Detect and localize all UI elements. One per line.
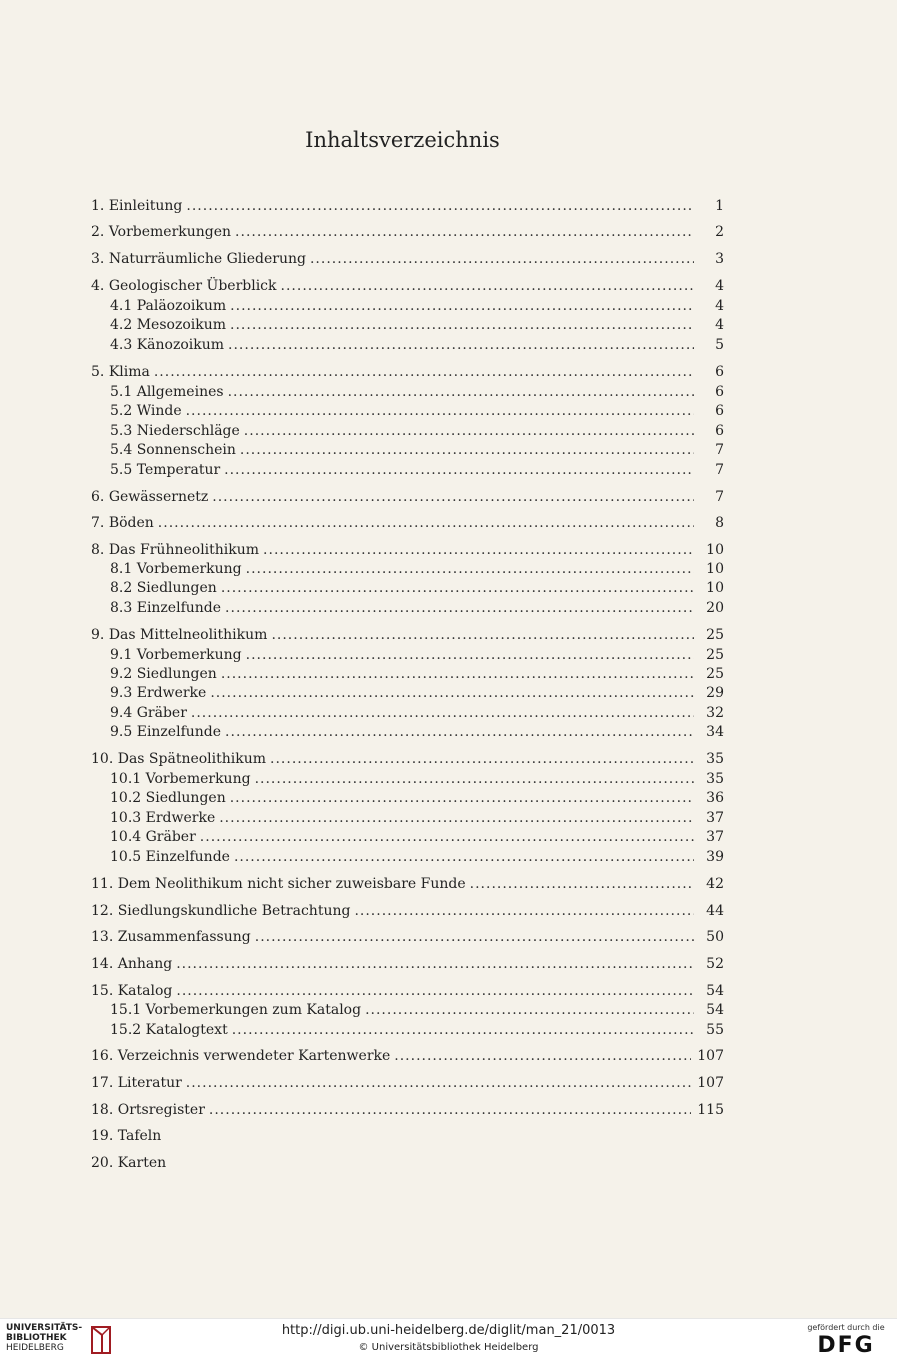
toc-entry — [91, 1153, 724, 1173]
toc-entry-page: 4 — [715, 298, 724, 314]
toc-entry-label — [91, 874, 466, 894]
toc-entry-label — [110, 1000, 361, 1020]
toc-entry-title: Gräber — [136, 705, 187, 721]
toc-entry-page: 107 — [697, 1048, 724, 1064]
toc-entry-label — [91, 954, 172, 974]
toc-entry-label — [91, 222, 231, 242]
toc-entry-page: 20 — [706, 600, 724, 616]
leader-dots — [225, 722, 694, 742]
toc-entry — [110, 703, 724, 723]
toc-entry — [91, 1100, 724, 1120]
toc-entry-title: Paläozoikum — [136, 298, 227, 314]
toc-entry — [91, 540, 724, 560]
toc-entry-number: 12. — [91, 903, 114, 919]
toc-entry-title: Geologischer Überblick — [108, 278, 277, 294]
toc-entry-page: 25 — [706, 627, 724, 643]
leader-dots — [270, 749, 694, 769]
toc-entry-page: 6 — [715, 384, 724, 400]
toc-entry-title: Siedlungen — [145, 790, 226, 806]
toc-entry-page: 115 — [697, 1102, 724, 1118]
leader-dots — [224, 460, 694, 480]
toc-entry — [91, 513, 724, 533]
toc-entry-title: Literatur — [117, 1075, 182, 1091]
toc-entry-number: 10. — [91, 751, 114, 767]
leader-dots — [200, 827, 694, 847]
toc-entry-page: 2 — [715, 224, 724, 240]
leader-dots — [470, 874, 694, 894]
toc-entry-label — [91, 276, 277, 296]
toc-entry-page: 35 — [706, 751, 724, 767]
toc-entry-title: Einzelfunde — [136, 600, 222, 616]
toc-entry-page: 55 — [706, 1022, 724, 1038]
dfg-logo: DFG — [817, 1333, 875, 1358]
toc-entry-number: 9.4 — [110, 705, 133, 721]
toc-entry-label — [110, 559, 242, 579]
toc-entry-label — [110, 1020, 228, 1040]
leader-dots — [230, 315, 694, 335]
toc-entry-title: Känozoikum — [136, 337, 225, 353]
toc-entry-page: 42 — [706, 876, 724, 892]
toc-entry-number: 16. — [91, 1048, 114, 1064]
toc-entry-label — [110, 440, 236, 460]
toc-entry-label — [110, 847, 230, 867]
toc-entry-number: 14. — [91, 956, 114, 972]
toc-entry-title: Winde — [136, 403, 182, 419]
leader-dots — [232, 1020, 694, 1040]
toc-entry-number: 15.2 — [110, 1022, 142, 1038]
leader-dots — [240, 440, 694, 460]
toc-entry-page: 29 — [706, 685, 724, 701]
toc-entry — [110, 847, 724, 867]
toc-entry-number: 5. — [91, 364, 105, 380]
toc-entry-number: 5.2 — [110, 403, 133, 419]
toc-entry-label — [91, 625, 267, 645]
toc-entry — [110, 296, 724, 316]
leader-dots — [225, 598, 694, 618]
leader-dots — [158, 513, 694, 533]
leader-dots — [394, 1046, 691, 1066]
toc-entry-label — [91, 927, 251, 947]
toc-entry-title: Katalogtext — [145, 1022, 228, 1038]
toc-entry-page: 39 — [706, 849, 724, 865]
toc-entry-number: 9.1 — [110, 647, 133, 663]
toc-entry — [91, 625, 724, 645]
toc-entry-title: Siedlungen — [136, 666, 217, 682]
toc-entry-number: 7. — [91, 515, 105, 531]
toc-entry — [110, 335, 724, 355]
toc-entry-title: Das Mittelneolithikum — [108, 627, 268, 643]
toc-entry-page: 54 — [706, 983, 724, 999]
toc-entry-label — [110, 421, 240, 441]
toc-entry — [110, 683, 724, 703]
toc-entry-number: 4.3 — [110, 337, 133, 353]
toc-entry-page: 6 — [715, 364, 724, 380]
toc-entry-page: 4 — [715, 278, 724, 294]
toc-entry-label — [110, 598, 221, 618]
leader-dots — [219, 808, 694, 828]
leader-dots — [176, 981, 694, 1001]
library-name-line: HEIDELBERG — [6, 1343, 64, 1353]
toc-entry-label — [110, 335, 224, 355]
toc-entry — [91, 874, 724, 894]
toc-entry-number: 20. — [91, 1155, 114, 1171]
leader-dots — [365, 1000, 694, 1020]
toc-entry-title: Einzelfunde — [136, 724, 222, 740]
leader-dots — [210, 683, 694, 703]
toc-entry-label — [110, 722, 221, 742]
toc-entry — [91, 1046, 724, 1066]
toc-entry-number: 5.1 — [110, 384, 133, 400]
toc-entry-page: 32 — [706, 705, 724, 721]
toc-entry — [110, 645, 724, 665]
toc-entry — [91, 981, 724, 1001]
toc-entry-label — [110, 315, 226, 335]
toc-entry-page: 52 — [706, 956, 724, 972]
page-title: Inhaltsverzeichnis — [305, 128, 500, 152]
leader-dots — [212, 487, 694, 507]
toc-entry-number: 15. — [91, 983, 114, 999]
toc-entry — [110, 1020, 724, 1040]
toc-entry — [91, 222, 724, 242]
toc-entry-page: 7 — [715, 442, 724, 458]
toc-entry — [110, 808, 724, 828]
toc-entry — [91, 196, 724, 216]
toc-entry-title: Das Spätneolithikum — [117, 751, 267, 767]
toc-entry-page: 36 — [706, 790, 724, 806]
copyright-notice: © Universitätsbibliothek Heidelberg — [358, 1342, 539, 1353]
toc-entry-page: 54 — [706, 1002, 724, 1018]
toc-entry-page: 37 — [706, 829, 724, 845]
toc-entry-label — [91, 513, 154, 533]
toc-entry-page: 25 — [706, 666, 724, 682]
toc-entry-title: Naturräumliche Gliederung — [108, 251, 306, 267]
toc-entry-title: Gräber — [145, 829, 196, 845]
toc-entry-title: Niederschläge — [136, 423, 240, 439]
toc-entry-page: 6 — [715, 423, 724, 439]
toc-entry-title: Gewässernetz — [108, 489, 209, 505]
leader-dots — [263, 540, 694, 560]
toc-entry-number: 8.1 — [110, 561, 133, 577]
leader-dots — [186, 1073, 691, 1093]
viewer-footer — [0, 1318, 897, 1359]
toc-entry — [110, 460, 724, 480]
toc-entry-page: 10 — [706, 580, 724, 596]
leader-dots — [176, 954, 694, 974]
toc-entry-title: Siedlungskundliche Betrachtung — [117, 903, 351, 919]
leader-dots — [271, 625, 694, 645]
toc-entry-page: 35 — [706, 771, 724, 787]
toc-entry-label — [110, 382, 224, 402]
toc-entry-number: 10.2 — [110, 790, 142, 806]
toc-entry-title: Zusammenfassung — [117, 929, 251, 945]
toc-entry — [110, 559, 724, 579]
toc-entry-title: Einleitung — [108, 198, 183, 214]
toc-entry-page: 5 — [715, 337, 724, 353]
toc-entry-number: 11. — [91, 876, 114, 892]
toc-entry-number: 10.4 — [110, 829, 142, 845]
toc-entry-page: 10 — [706, 561, 724, 577]
toc-entry-page: 37 — [706, 810, 724, 826]
toc-entry-page: 44 — [706, 903, 724, 919]
leader-dots — [209, 1100, 691, 1120]
toc-entry-label — [91, 901, 350, 921]
toc-entry-title: Siedlungen — [136, 580, 217, 596]
toc-entry-number: 8.2 — [110, 580, 133, 596]
toc-entry-label — [110, 401, 182, 421]
toc-entry-title: Tafeln — [117, 1128, 162, 1144]
toc-entry-number: 5.3 — [110, 423, 133, 439]
leader-dots — [230, 788, 694, 808]
toc-entry-title: Vorbemerkung — [136, 561, 242, 577]
toc-entry-title: Karten — [117, 1155, 167, 1171]
toc-entry-number: 6. — [91, 489, 105, 505]
toc-entry-label — [110, 460, 220, 480]
toc-entry-label — [91, 487, 208, 507]
toc-entry-number: 5.4 — [110, 442, 133, 458]
leader-dots — [354, 901, 694, 921]
leader-dots — [228, 382, 694, 402]
toc-entry-label — [91, 1126, 161, 1146]
toc-entry-label — [110, 578, 217, 598]
toc-entry-title: Vorbemerkung — [136, 647, 242, 663]
toc-entry-page: 10 — [706, 542, 724, 558]
toc-entry-title: Vorbemerkungen — [108, 224, 232, 240]
toc-entry-number: 13. — [91, 929, 114, 945]
toc-entry-label — [110, 703, 187, 723]
toc-entry-number: 10.3 — [110, 810, 142, 826]
leader-dots — [246, 645, 694, 665]
toc-entry-label — [91, 1073, 182, 1093]
toc-entry-title: Böden — [108, 515, 154, 531]
toc-entry-title: Klima — [108, 364, 150, 380]
toc-entry-label — [110, 664, 217, 684]
leader-dots — [221, 664, 694, 684]
toc-entry-number: 4.2 — [110, 317, 133, 333]
toc-entry-title: Einzelfunde — [145, 849, 230, 865]
toc-entry — [110, 401, 724, 421]
toc-entry — [110, 769, 724, 789]
toc-entry-label — [91, 249, 306, 269]
toc-entry-title: Mesozoikum — [136, 317, 227, 333]
toc-entry-title: Vorbemerkungen zum Katalog — [145, 1002, 362, 1018]
toc-entry-label — [110, 788, 226, 808]
toc-entry — [91, 901, 724, 921]
leader-dots — [186, 401, 694, 421]
toc-entry-page: 34 — [706, 724, 724, 740]
toc-entry-number: 10.5 — [110, 849, 142, 865]
toc-entry-page: 8 — [715, 515, 724, 531]
toc-entry-page: 7 — [715, 462, 724, 478]
toc-entry-label — [91, 540, 259, 560]
toc-entry-page: 50 — [706, 929, 724, 945]
toc-entry-number: 9. — [91, 627, 105, 643]
toc-entry-page: 1 — [715, 198, 724, 214]
toc-entry-title: Dem Neolithikum nicht sicher zuweisbare Funde — [117, 876, 466, 892]
leader-dots — [246, 559, 694, 579]
toc-entry-number: 5.5 — [110, 462, 133, 478]
toc-entry-label — [91, 196, 182, 216]
leader-dots — [255, 927, 694, 947]
toc-entry — [110, 722, 724, 742]
toc-entry-label — [110, 769, 251, 789]
leader-dots — [230, 296, 694, 316]
leader-dots — [186, 196, 694, 216]
toc-entry-title: Verzeichnis verwendeter Kartenwerke — [117, 1048, 391, 1064]
toc-entry — [91, 749, 724, 769]
toc-entry-number: 4.1 — [110, 298, 133, 314]
toc-entry-title: Temperatur — [136, 462, 221, 478]
toc-entry — [110, 421, 724, 441]
library-name-line: BIBLIOTHEK — [6, 1333, 67, 1343]
toc-entry-number: 15.1 — [110, 1002, 142, 1018]
toc-entry — [91, 249, 724, 269]
toc-entry-label — [91, 981, 172, 1001]
leader-dots — [244, 421, 694, 441]
toc-entry-number: 8.3 — [110, 600, 133, 616]
toc-entry-number: 19. — [91, 1128, 114, 1144]
toc-entry-label — [91, 749, 266, 769]
toc-entry — [110, 578, 724, 598]
library-name-line: UNIVERSITÄTS- — [6, 1323, 83, 1333]
toc-entry-number: 3. — [91, 251, 105, 267]
toc-entry — [110, 598, 724, 618]
toc-entry-label — [110, 808, 215, 828]
toc-entry-label — [110, 683, 206, 703]
toc-entry-number: 10.1 — [110, 771, 142, 787]
toc-entry-label — [91, 1046, 390, 1066]
toc-entry-number: 1. — [91, 198, 105, 214]
toc-entry-number: 9.5 — [110, 724, 133, 740]
toc-entry — [110, 664, 724, 684]
toc-entry-title: Katalog — [117, 983, 173, 999]
leader-dots — [281, 276, 694, 296]
toc-entry-label — [110, 645, 242, 665]
toc-entry-title: Das Frühneolithikum — [108, 542, 260, 558]
leader-dots — [191, 703, 694, 723]
toc-entry-title: Allgemeines — [136, 384, 224, 400]
toc-entry — [91, 954, 724, 974]
toc-entry-label — [110, 296, 226, 316]
leader-dots — [234, 847, 694, 867]
toc-entry — [110, 788, 724, 808]
leader-dots — [154, 362, 694, 382]
toc-entry — [110, 1000, 724, 1020]
leader-dots — [255, 769, 694, 789]
toc-entry — [110, 315, 724, 335]
toc-entry — [91, 276, 724, 296]
toc-entry-title: Erdwerke — [136, 685, 207, 701]
toc-entry-title: Ortsregister — [117, 1102, 205, 1118]
toc-entry-title: Erdwerke — [145, 810, 216, 826]
toc-entry-page: 6 — [715, 403, 724, 419]
toc-entry-label — [91, 362, 150, 382]
toc-entry-title: Sonnenschein — [136, 442, 236, 458]
toc-entry — [110, 440, 724, 460]
toc-entry-number: 8. — [91, 542, 105, 558]
funding-caption: gefördert durch die — [807, 1323, 885, 1332]
toc-entry-number: 2. — [91, 224, 105, 240]
permalink-url[interactable]: http://digi.ub.uni-heidelberg.de/diglit/man_21/0013 — [281, 1323, 616, 1338]
toc-entry-label — [91, 1100, 205, 1120]
toc-entry — [110, 382, 724, 402]
toc-entry-page: 107 — [697, 1075, 724, 1091]
leader-dots — [228, 335, 694, 355]
toc-entry — [91, 927, 724, 947]
toc-entry — [91, 1073, 724, 1093]
toc-entry-number: 9.2 — [110, 666, 133, 682]
toc-entry-page: 4 — [715, 317, 724, 333]
toc-entry-page: 25 — [706, 647, 724, 663]
toc-entry — [91, 487, 724, 507]
toc-entry-title: Vorbemerkung — [145, 771, 251, 787]
toc-entry — [110, 827, 724, 847]
leader-dots — [310, 249, 694, 269]
toc-entry-number: 4. — [91, 278, 105, 294]
toc-entry-page: 7 — [715, 489, 724, 505]
toc-entry-number: 18. — [91, 1102, 114, 1118]
toc-entry-number: 17. — [91, 1075, 114, 1091]
toc-entry-label — [91, 1153, 166, 1173]
toc-entry — [91, 362, 724, 382]
toc-entry-page: 3 — [715, 251, 724, 267]
toc-entry-label — [110, 827, 196, 847]
toc-entry — [91, 1126, 724, 1146]
toc-entry-number: 9.3 — [110, 685, 133, 701]
leader-dots — [221, 578, 694, 598]
leader-dots — [235, 222, 694, 242]
toc-entry-title: Anhang — [117, 956, 173, 972]
